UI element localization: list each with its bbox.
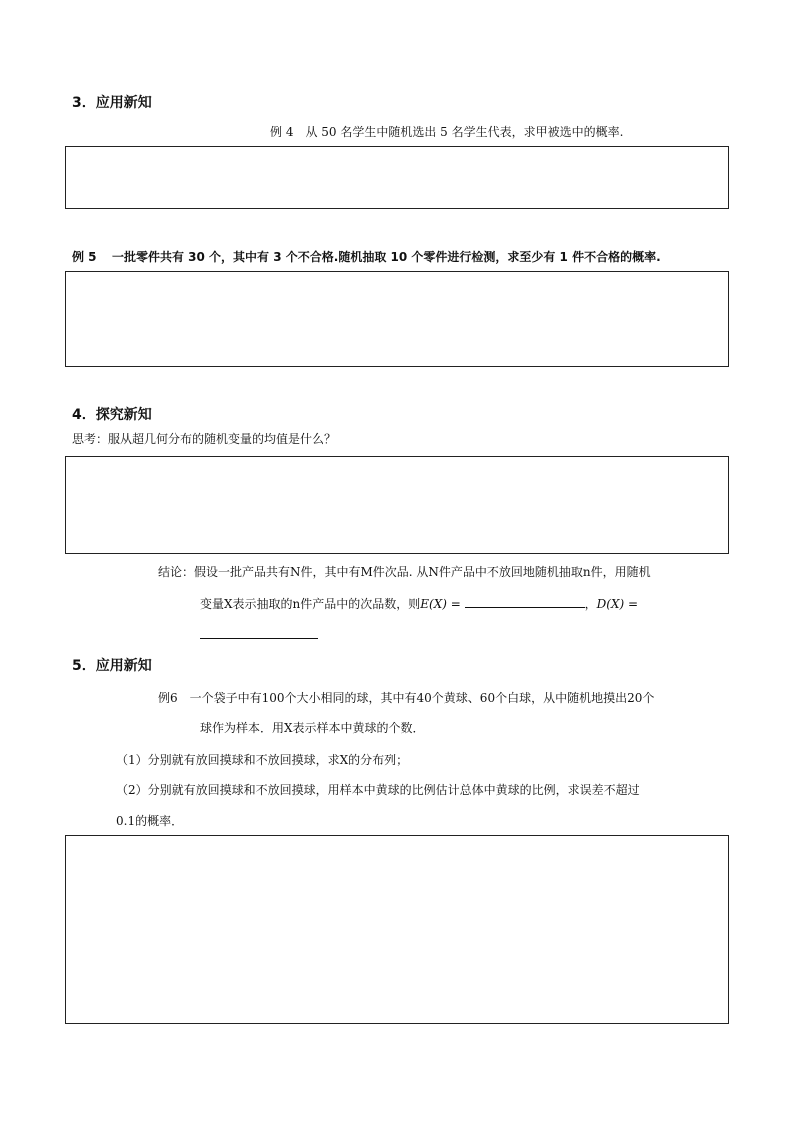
conclusion-line-1: 结论：假设一批产品共有N件，其中有M件次品. 从N件产品中不放回地随机抽取n件，用随机 <box>158 565 651 579</box>
expectation-label: E(X) = <box>420 597 461 611</box>
example-6-answer-box[interactable] <box>65 835 729 1024</box>
formula-separator: ， <box>584 597 597 611</box>
conclusion-line-2-text: 变量X表示抽取的n件产品中的次品数，则 <box>200 597 421 611</box>
expectation-blank[interactable] <box>465 595 585 608</box>
conclusion-line-2 <box>200 595 638 612</box>
example-6-part-2-line-1: （2）分别就有放回摸球和不放回摸球，用样本中黄球的比例估计总体中黄球的比例，求误差不超过 <box>116 783 640 797</box>
example-5-answer-box[interactable] <box>65 271 729 367</box>
section-3-heading: 3．应用新知 <box>72 95 152 111</box>
example-5-label: 例 5 <box>72 250 97 264</box>
think-answer-box[interactable] <box>65 456 729 554</box>
variance-label: D(X) = <box>596 597 639 611</box>
example-5-text: 一批零件共有 30 个，其中有 3 个不合格.随机抽取 10 个零件进行检测，求至少有 1 件不合格的概率. <box>112 250 661 264</box>
example-6-line-2: 球作为样本．用X表示样本中黄球的个数． <box>200 721 425 735</box>
example-6-part-2-line-2: 0.1的概率． <box>116 814 184 828</box>
example-6-part-1: （1）分别就有放回摸球和不放回摸球，求X的分布列； <box>116 753 409 767</box>
section-4-heading: 4．探究新知 <box>72 407 152 423</box>
example-4-answer-box[interactable] <box>65 146 729 209</box>
think-question: 思考：服从超几何分布的随机变量的均值是什么？ <box>72 432 337 446</box>
variance-blank[interactable] <box>200 626 318 639</box>
example-4-text: 例 4 从 50 名学生中随机选出 5 名学生代表，求甲被选中的概率. <box>270 125 624 139</box>
section-5-heading: 5．应用新知 <box>72 658 152 674</box>
example-6-line-1: 例6 一个袋子中有100个大小相同的球，其中有40个黄球、60个白球，从中随机地摸出20个 <box>158 691 655 705</box>
